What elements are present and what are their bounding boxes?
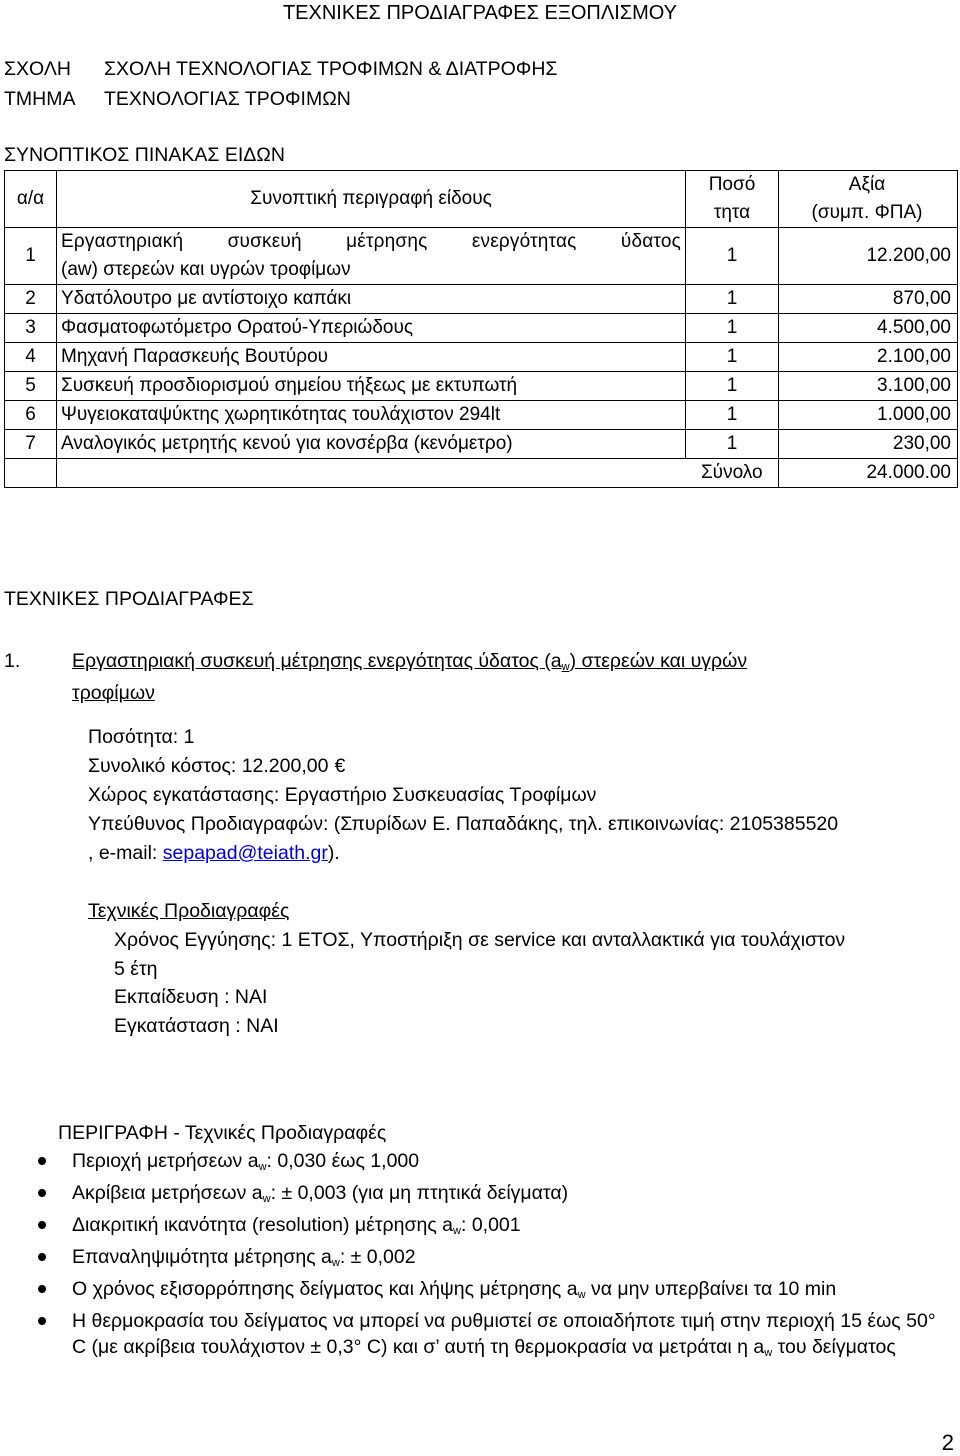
total-spacer-cell bbox=[57, 459, 686, 488]
table-row bbox=[5, 228, 958, 285]
bullet-text: Ο χρόνος εξισορρόπησης δείγματος και λήψης μέτρησης a bbox=[72, 1278, 578, 1300]
installation-label: Εγκατάσταση bbox=[114, 1015, 230, 1037]
row-value: 3.100,00 bbox=[779, 372, 958, 401]
row-index: 4 bbox=[5, 343, 57, 372]
bullet-text-middle: ° C (με ακρίβεια τουλάχιστον ± 0,3° C) και σ’ αυτή τη θερμοκρασία να μετράται η a bbox=[72, 1310, 936, 1358]
spec-responsible-label: Υπεύθυνος Προδιαγραφών: bbox=[88, 813, 329, 835]
tech-specs-title: Τεχνικές Προδιαγραφές bbox=[88, 900, 290, 922]
euro-icon: € bbox=[334, 755, 346, 777]
row-index: 5 bbox=[5, 372, 57, 401]
spec-cost-line bbox=[88, 755, 345, 778]
row-description: Μηχανή Παρασκευής Βουτύρου bbox=[57, 343, 686, 372]
row-description: Ψυγειοκαταψύκτης χωρητικότητας τουλάχιστον 294lt bbox=[57, 401, 686, 430]
row-index: 3 bbox=[5, 314, 57, 343]
table-row bbox=[5, 314, 958, 343]
row-value: 12.200,00 bbox=[779, 228, 958, 285]
header-value-line1: Αξία bbox=[848, 174, 886, 195]
header-description: Συνοπτική περιγραφή είδους bbox=[57, 171, 686, 228]
total-label: Σύνολο bbox=[686, 459, 779, 488]
email-link[interactable]: sepapad@teiath.gr bbox=[162, 842, 328, 864]
row-value: 4.500,00 bbox=[779, 314, 958, 343]
bullet-sub: w bbox=[453, 1225, 461, 1237]
row-quantity: 1 bbox=[686, 285, 779, 314]
header-value-line2: (συμπ. ΦΠΑ) bbox=[811, 202, 923, 223]
row-quantity: 1 bbox=[686, 314, 779, 343]
spec-item-title-sub: w bbox=[561, 661, 570, 673]
spec-item-title-line2: τροφίμων bbox=[72, 682, 155, 704]
bullet-icon bbox=[38, 1221, 46, 1229]
warranty-value: 1 ΕΤΟΣ, Υποστήριξη σε service και ανταλλακτικά για τουλάχιστον bbox=[281, 929, 846, 951]
row-value: 870,00 bbox=[779, 285, 958, 314]
list-item bbox=[0, 1180, 950, 1212]
spec-location-label: Χώρος εγκατάστασης: bbox=[88, 784, 280, 806]
list-item bbox=[0, 1212, 950, 1244]
training-label: Εκπαίδευση bbox=[114, 986, 219, 1008]
bullet-text-end: : ± 0,003 (για μη πτητικά δείγματα) bbox=[270, 1182, 569, 1204]
spec-email-suffix: ). bbox=[327, 842, 340, 864]
row-quantity: 1 bbox=[686, 228, 779, 285]
list-item bbox=[0, 1308, 950, 1366]
school-label: ΣΧΟΛΗ bbox=[4, 58, 71, 80]
table-row bbox=[5, 343, 958, 372]
spec-location-line bbox=[88, 784, 596, 807]
row-description: Φασματοφωτόμετρο Ορατού-Υπεριώδους bbox=[57, 314, 686, 343]
bullet-text: Η θερμοκρασία του δείγματος να μπορεί να ρυθμιστεί σε οποιαδήποτε τιμή στην περιοχή 15 έως 50 bbox=[72, 1310, 928, 1332]
department-line bbox=[4, 88, 351, 111]
bullet-text: Ακρίβεια μετρήσεων a bbox=[72, 1182, 263, 1204]
row-index: 6 bbox=[5, 401, 57, 430]
row-description bbox=[57, 228, 686, 285]
list-item bbox=[0, 1276, 950, 1308]
bullet-text: Διακριτική ικανότητα (resolution) μέτρησης a bbox=[72, 1214, 454, 1236]
header-value bbox=[779, 171, 958, 228]
training-value: : ΝΑΙ bbox=[224, 986, 268, 1008]
bullet-sub: w bbox=[331, 1257, 340, 1269]
school-line bbox=[4, 58, 557, 81]
table-row bbox=[5, 401, 958, 430]
bullet-sub: w bbox=[258, 1161, 267, 1173]
spec-responsible-value: (Σπυρίδων Ε. Παπαδάκης, τηλ. επικοινωνίας: 2105385520 bbox=[333, 813, 839, 835]
department-value: ΤΕΧΝΟΛΟΓΙΑΣ ΤΡΟΦΙΜΩΝ bbox=[104, 88, 351, 110]
spec-responsible-line bbox=[88, 813, 838, 836]
row-quantity: 1 bbox=[686, 343, 779, 372]
spec-location-value: Εργαστήριο Συσκευασίας Τροφίμων bbox=[284, 784, 597, 806]
installation-line bbox=[114, 1015, 279, 1038]
bullet-text-end: του δείγματος bbox=[772, 1336, 896, 1358]
row-description: Υδατόλουτρο με αντίστοιχο καπάκι bbox=[57, 285, 686, 314]
row-value: 2.100,00 bbox=[779, 343, 958, 372]
row-quantity: 1 bbox=[686, 401, 779, 430]
total-empty-cell bbox=[5, 459, 57, 488]
row-quantity: 1 bbox=[686, 372, 779, 401]
spec-cost: Συνολικό κόστος: 12.200,00 bbox=[88, 755, 329, 777]
row-description-line1: Εργαστηριακή συσκευή μέτρησης ενεργότητας ύδατος bbox=[61, 231, 681, 252]
row-description: Αναλογικός μετρητής κενού για κονσέρβα (κενόμετρο) bbox=[57, 430, 686, 459]
bullet-text-end: : 0,030 έως 1,000 bbox=[266, 1150, 420, 1172]
spec-item-title-b: ) στερεών και υγρών bbox=[569, 650, 748, 672]
list-item bbox=[0, 1148, 950, 1180]
bullet-text: Περιοχή μετρήσεων a bbox=[72, 1150, 259, 1172]
row-description-line2: (aw) στερεών και υγρών τροφίμων bbox=[61, 259, 351, 280]
bullet-icon bbox=[38, 1253, 46, 1261]
bullet-icon bbox=[38, 1157, 46, 1165]
table-header-row bbox=[5, 171, 958, 228]
bullet-text-end: να μην υπερβαίνει τα 10 min bbox=[585, 1278, 837, 1300]
bullet-text: Επαναληψιμότητα μέτρησης a bbox=[72, 1246, 332, 1268]
table-row bbox=[5, 285, 958, 314]
row-index: 2 bbox=[5, 285, 57, 314]
warranty-line bbox=[114, 929, 845, 952]
bullet-text-end: : 0,001 bbox=[460, 1214, 521, 1236]
row-index: 7 bbox=[5, 430, 57, 459]
list-item bbox=[0, 1244, 950, 1276]
description-title: ΠΕΡΙΓΡΑΦΗ - Τεχνικές Προδιαγραφές bbox=[58, 1122, 387, 1144]
bullet-sub: w bbox=[577, 1289, 586, 1301]
row-value: 230,00 bbox=[779, 430, 958, 459]
row-description: Συσκευή προσδιορισμού σημείου τήξεως με εκτυπωτή bbox=[57, 372, 686, 401]
row-value: 1.000,00 bbox=[779, 401, 958, 430]
bullet-sub: w bbox=[262, 1193, 271, 1205]
bullet-text-end: : ± 0,002 bbox=[339, 1246, 416, 1268]
spec-quantity: Ποσότητα: 1 bbox=[88, 726, 195, 748]
header-index: α/α bbox=[5, 171, 57, 228]
training-line bbox=[114, 986, 267, 1009]
row-quantity: 1 bbox=[686, 430, 779, 459]
table-row bbox=[5, 372, 958, 401]
warranty-line2: 5 έτη bbox=[114, 958, 158, 980]
header-quantity-line2: τητα bbox=[713, 202, 751, 223]
specs-heading: ΤΕΧΝΙΚΕΣ ΠΡΟΔΙΑΓΡΑΦΕΣ bbox=[4, 588, 254, 610]
header-quantity-line1: Ποσό bbox=[708, 174, 756, 195]
header-quantity bbox=[686, 171, 779, 228]
document-title: ΤΕΧΝΙΚΕΣ ΠΡΟΔΙΑΓΡΑΦΕΣ ΕΞΟΠΛΙΣΜΟΥ bbox=[282, 2, 678, 24]
bullet-icon bbox=[38, 1285, 46, 1293]
summary-table bbox=[4, 170, 958, 488]
school-value: ΣΧΟΛΗ ΤΕΧΝΟΛΟΓΙΑΣ ΤΡΟΦΙΜΩΝ & ΔΙΑΤΡΟΦΗΣ bbox=[104, 58, 558, 80]
spec-item-title-a: Εργαστηριακή συσκευή μέτρησης ενεργότητας ύδατος (a bbox=[72, 650, 562, 672]
department-label: ΤΜΗΜΑ bbox=[4, 88, 76, 110]
table-total-row bbox=[5, 459, 958, 488]
spec-email-line bbox=[88, 842, 340, 865]
spec-email-prefix: , e-mail: bbox=[88, 842, 163, 864]
row-index: 1 bbox=[5, 228, 57, 285]
description-bullets bbox=[0, 1148, 950, 1366]
spec-item-number: 1. bbox=[4, 650, 21, 672]
table-row bbox=[5, 430, 958, 459]
warranty-label: Χρόνος Εγγύησης: bbox=[114, 929, 277, 951]
bullet-icon bbox=[38, 1317, 46, 1325]
bullet-icon bbox=[38, 1189, 46, 1197]
page-number: 2 bbox=[941, 1430, 954, 1455]
total-value: 24.000.00 bbox=[779, 459, 958, 488]
installation-value: : ΝΑΙ bbox=[235, 1015, 279, 1037]
bullet-sub: w bbox=[764, 1347, 773, 1359]
summary-title: ΣΥΝΟΠΤΙΚΟΣ ΠΙΝΑΚΑΣ ΕΙΔΩΝ bbox=[4, 144, 285, 166]
spec-item-title bbox=[4, 648, 944, 706]
